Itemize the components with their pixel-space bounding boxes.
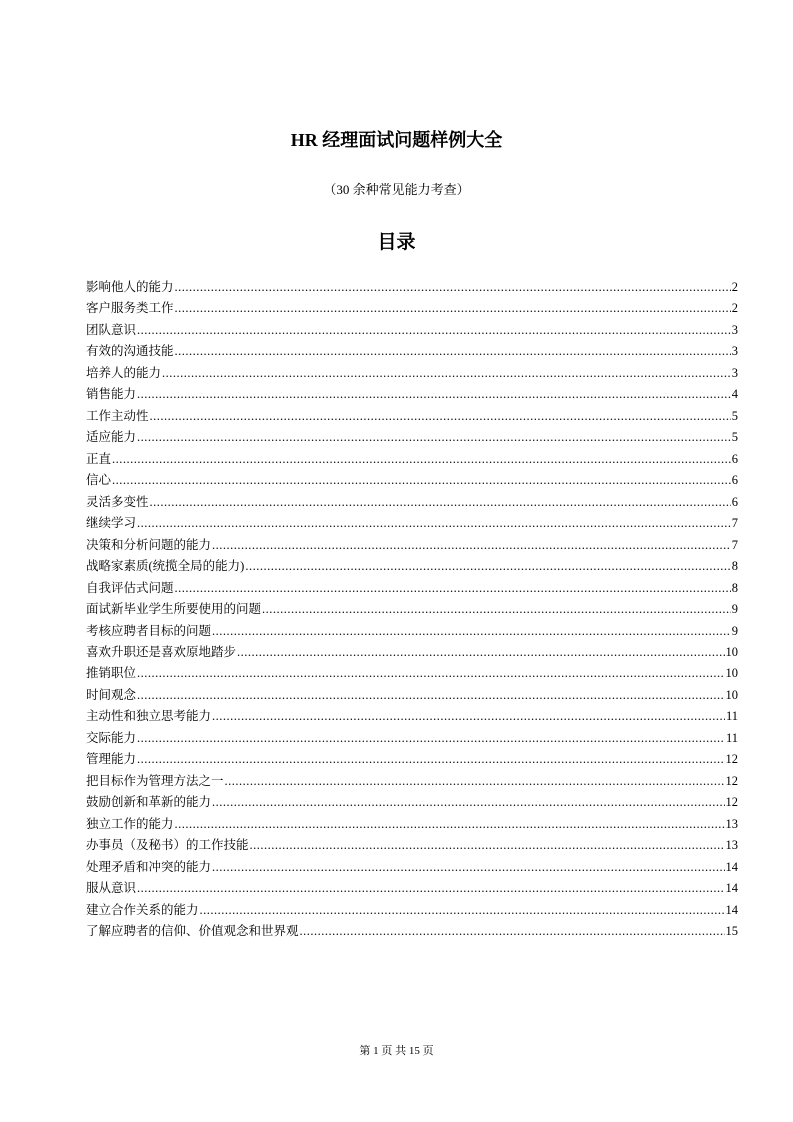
toc-entry[interactable] bbox=[86, 642, 738, 663]
toc-entry-page: 11 bbox=[725, 730, 738, 745]
toc-entry-page: 13 bbox=[725, 838, 738, 853]
toc-entry-label: 适应能力 bbox=[86, 430, 137, 445]
toc-entry-page: 2 bbox=[731, 280, 738, 294]
toc-entry[interactable] bbox=[86, 771, 738, 792]
dot-leader bbox=[225, 771, 725, 792]
toc-entry-page: 3 bbox=[731, 365, 738, 380]
toc-entry-page: 14 bbox=[725, 902, 738, 917]
dot-leader bbox=[212, 706, 725, 727]
toc-entry-page: 14 bbox=[725, 881, 738, 896]
dot-leader bbox=[137, 685, 724, 706]
dot-leader bbox=[175, 814, 725, 835]
dot-leader bbox=[212, 621, 731, 642]
toc-entry-label: 团队意识 bbox=[86, 322, 137, 337]
toc-entry-page: 3 bbox=[731, 344, 738, 359]
toc-entry[interactable] bbox=[86, 535, 738, 556]
toc-entry-page: 10 bbox=[725, 687, 738, 702]
toc-entry[interactable] bbox=[86, 857, 738, 878]
toc-entry[interactable] bbox=[86, 792, 738, 813]
toc-entry-page: 9 bbox=[731, 602, 738, 617]
toc-entry[interactable] bbox=[86, 728, 738, 749]
toc-entry-page: 9 bbox=[731, 623, 738, 638]
toc-entry[interactable] bbox=[86, 298, 738, 319]
toc-entry-page: 12 bbox=[725, 795, 738, 810]
toc-entry[interactable] bbox=[86, 427, 738, 448]
dot-leader bbox=[262, 599, 731, 620]
toc-entry-page: 8 bbox=[731, 559, 738, 574]
toc-entry-label: 客户服务类工作 bbox=[86, 301, 174, 316]
dot-leader bbox=[212, 535, 731, 556]
toc-entry[interactable] bbox=[86, 277, 738, 298]
toc-entry-label: 服从意识 bbox=[86, 881, 137, 896]
dot-leader bbox=[300, 921, 725, 942]
dot-leader bbox=[137, 513, 731, 534]
toc-entry-page: 11 bbox=[725, 709, 738, 724]
toc-entry-page: 2 bbox=[731, 301, 738, 316]
toc-entry-label: 决策和分析问题的能力 bbox=[86, 537, 212, 552]
toc-entry[interactable] bbox=[86, 685, 738, 706]
toc-entry[interactable] bbox=[86, 921, 738, 942]
dot-leader bbox=[137, 384, 731, 405]
toc-entry[interactable] bbox=[86, 578, 738, 599]
dot-leader bbox=[137, 427, 731, 448]
toc-entry-label: 灵活多变性 bbox=[86, 494, 149, 509]
toc-entry-label: 办事员（及秘书）的工作技能 bbox=[86, 838, 249, 853]
toc-entry-label: 销售能力 bbox=[86, 387, 137, 402]
toc-entry-label: 把目标作为管理方法之一 bbox=[86, 773, 224, 788]
toc-entry-page: 12 bbox=[725, 752, 738, 767]
toc-entry-page: 10 bbox=[725, 644, 738, 659]
dot-leader bbox=[150, 406, 731, 427]
toc-entry-page: 10 bbox=[725, 666, 738, 681]
toc-entry-page: 13 bbox=[725, 816, 738, 831]
toc-entry-page: 6 bbox=[731, 494, 738, 509]
table-of-contents bbox=[86, 277, 738, 943]
toc-entry-page: 3 bbox=[731, 322, 738, 337]
toc-entry[interactable] bbox=[86, 320, 738, 341]
toc-entry-label: 时间观念 bbox=[86, 687, 137, 702]
dot-leader bbox=[250, 835, 725, 856]
toc-entry-page: 8 bbox=[731, 580, 738, 595]
toc-entry[interactable] bbox=[86, 621, 738, 642]
dot-leader bbox=[112, 470, 731, 491]
toc-entry[interactable] bbox=[86, 749, 738, 770]
page-footer: 第 1 页 共 15 页 bbox=[359, 1045, 434, 1057]
toc-entry[interactable] bbox=[86, 556, 738, 577]
toc-entry[interactable] bbox=[86, 341, 738, 362]
document-title: HR 经理面试问题样例大全 bbox=[290, 130, 503, 150]
toc-entry-label: 继续学习 bbox=[86, 516, 137, 531]
toc-entry-label: 处理矛盾和冲突的能力 bbox=[86, 859, 212, 874]
toc-entry-label: 鼓励创新和革新的能力 bbox=[86, 795, 212, 810]
toc-entry-label: 面试新毕业学生所要使用的问题 bbox=[86, 602, 262, 617]
toc-entry-label: 信心 bbox=[86, 473, 112, 488]
toc-entry-label: 战略家素质(统揽全局的能力) bbox=[86, 559, 245, 574]
toc-entry[interactable] bbox=[86, 470, 738, 491]
toc-entry-label: 主动性和独立思考能力 bbox=[86, 709, 212, 724]
toc-entry-label: 自我评估式问题 bbox=[86, 580, 174, 595]
toc-entry-label: 建立合作关系的能力 bbox=[86, 902, 199, 917]
toc-entry[interactable] bbox=[86, 449, 738, 470]
document-subtitle: （30 余种常见能力考查） bbox=[323, 182, 470, 197]
dot-leader bbox=[137, 320, 731, 341]
toc-entry-page: 5 bbox=[731, 430, 738, 445]
dot-leader bbox=[175, 298, 731, 319]
dot-leader bbox=[200, 900, 725, 921]
toc-entry[interactable] bbox=[86, 513, 738, 534]
dot-leader bbox=[137, 728, 725, 749]
toc-entry-page: 5 bbox=[731, 408, 738, 423]
toc-entry[interactable] bbox=[86, 814, 738, 835]
toc-entry-page: 6 bbox=[731, 473, 738, 488]
toc-entry-label: 喜欢升职还是喜欢原地踏步 bbox=[86, 644, 237, 659]
toc-entry-label: 影响他人的能力 bbox=[86, 280, 174, 294]
dot-leader bbox=[212, 857, 724, 878]
toc-entry[interactable] bbox=[86, 663, 738, 684]
dot-leader bbox=[212, 792, 724, 813]
toc-entry-page: 7 bbox=[731, 537, 738, 552]
dot-leader bbox=[112, 449, 731, 470]
dot-leader bbox=[137, 749, 724, 770]
toc-entry-page: 15 bbox=[725, 924, 738, 939]
toc-entry-page: 7 bbox=[731, 516, 738, 531]
toc-entry-label: 考核应聘者目标的问题 bbox=[86, 623, 212, 638]
toc-entry-page: 14 bbox=[725, 859, 738, 874]
dot-leader bbox=[237, 642, 724, 663]
toc-entry-label: 有效的沟通技能 bbox=[86, 344, 174, 359]
dot-leader bbox=[162, 363, 731, 384]
dot-leader bbox=[175, 578, 731, 599]
toc-entry-page: 6 bbox=[731, 451, 738, 466]
toc-entry[interactable] bbox=[86, 492, 738, 513]
toc-entry[interactable] bbox=[86, 363, 738, 384]
toc-entry[interactable] bbox=[86, 384, 738, 405]
toc-entry-page: 4 bbox=[731, 387, 738, 402]
toc-entry-page: 12 bbox=[725, 773, 738, 788]
toc-entry[interactable] bbox=[86, 900, 738, 921]
toc-entry-label: 培养人的能力 bbox=[86, 365, 162, 380]
toc-entry[interactable] bbox=[86, 878, 738, 899]
toc-entry-label: 正直 bbox=[86, 451, 112, 466]
toc-entry[interactable] bbox=[86, 599, 738, 620]
toc-entry-label: 推销职位 bbox=[86, 666, 137, 681]
toc-entry[interactable] bbox=[86, 706, 738, 727]
toc-entry-label: 独立工作的能力 bbox=[86, 816, 174, 831]
dot-leader bbox=[175, 341, 731, 362]
toc-entry-label: 工作主动性 bbox=[86, 408, 149, 423]
toc-entry[interactable] bbox=[86, 406, 738, 427]
dot-leader bbox=[245, 556, 730, 577]
dot-leader bbox=[175, 277, 731, 298]
toc-entry-label: 管理能力 bbox=[86, 752, 137, 767]
toc-entry-label: 交际能力 bbox=[86, 730, 137, 745]
dot-leader bbox=[137, 878, 724, 899]
toc-heading: 目录 bbox=[377, 231, 416, 253]
dot-leader bbox=[137, 663, 724, 684]
toc-entry-label: 了解应聘者的信仰、价值观念和世界观 bbox=[86, 924, 299, 939]
dot-leader bbox=[150, 492, 731, 513]
toc-entry[interactable] bbox=[86, 835, 738, 856]
